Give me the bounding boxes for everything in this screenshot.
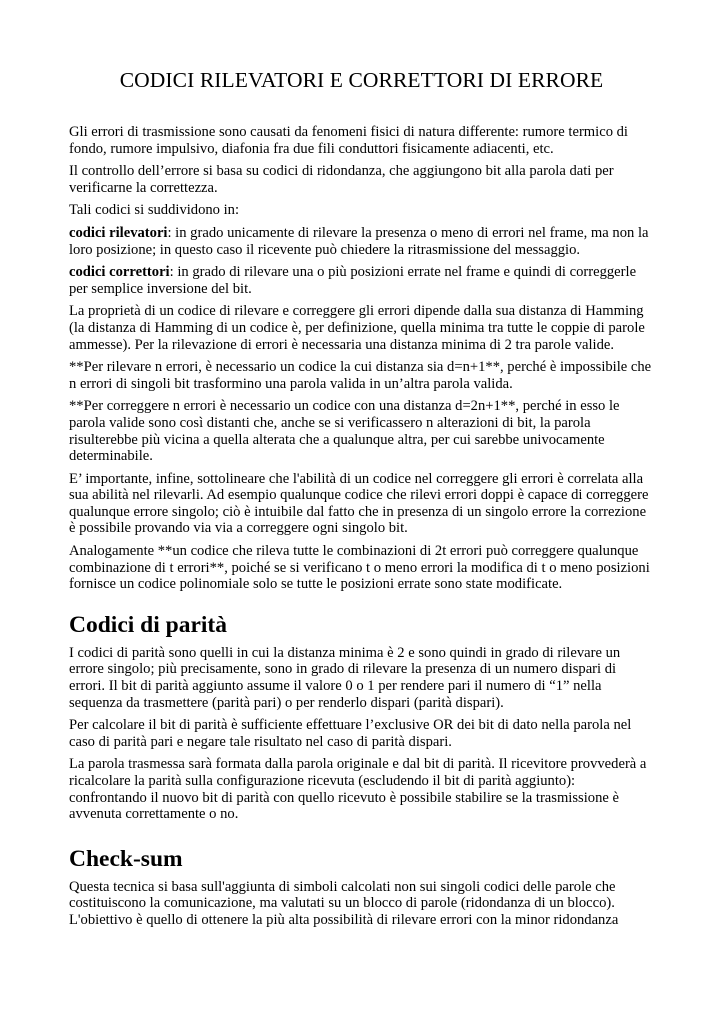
redundancy-paragraph: Il controllo dell’errore si basa su codici di ridondanza, che aggiungono bit alla parola dati per verificarne la correttezza. bbox=[69, 163, 614, 196]
subdivision-paragraph: Tali codici si suddividono in: bbox=[69, 202, 240, 219]
importance-paragraph: E’ importante, infine, sottolineare che l'abilità di un codice nel correggere gli errori è correlata alla sua abilità nel rilevarli. Ad esempio qualunque codice che rilevi errori doppi è capace di correggere qualunque errore singolo; ciò è intuibile dal fatto che in presenza di un singolo errore la correzione è possibile provando via via a correggere ogni singolo bit. bbox=[69, 470, 649, 537]
parity-paragraph-1: I codici di parità sono quelli in cui la distanza minima è 2 e sono quindi in grado di rilevare un errore singolo; più precisamente, sono in grado di rilevare la presenza di un numero dispari di errori. Il bit di parità aggiunto assume il valore 0 o 1 per rendere pari il numero di “1” nella sequenza da trasmettere (parità pari) o per renderlo dispari (parità dispari). bbox=[69, 644, 621, 711]
detecting-codes-paragraph bbox=[69, 225, 654, 258]
detecting-codes-label: codici rilevatori bbox=[69, 224, 168, 241]
detect-rule-paragraph: **Per rilevare n errori, è necessario un codice la cui distanza sia d=n+1**, perché è impossibile che n errori di singoli bit trasformino una parola valida in un’altra parola valida. bbox=[69, 359, 652, 392]
parity-paragraph-3: La parola trasmessa sarà formata dalla parola originale e dal bit di parità. Il ricevitore provvederà a ricalcolare la parità sulla configurazione ricevuta (escludendo il bit di parità aggiunto): confrontando il nuovo bit di parità con quello ricevuto è possibile stabilire se la trasmissione è avvenuta correttamente o no. bbox=[69, 756, 647, 823]
hamming-paragraph: La proprietà di un codice di rilevare e correggere gli errori dipende dalla sua distanza di Hamming (la distanza di Hamming di un codice è, per definizione, quella minima tra tutte le coppie di parole ammesse). Per la rilevazione di errori è necessaria una distanza minima di 2 tra parole valide. bbox=[69, 303, 645, 353]
correcting-codes-label: codici correttori bbox=[69, 264, 170, 281]
checksum-heading: Check-sum bbox=[69, 845, 183, 872]
analogously-paragraph: Analogamente **un codice che rileva tutte le combinazioni di 2t errori può correggere qualunque combinazione di t errori**, poiché se si verificano t o meno errori la modifica di t o meno posizioni fornisce un codice polinomiale solo se tutte le posizioni errate sono state modificate. bbox=[69, 543, 650, 593]
document-body bbox=[69, 124, 654, 935]
correct-rule-paragraph: **Per correggere n errori è necessario un codice con una distanza d=2n+1**, perché in esso le parola valide sono così distanti che, anche se si verificassero n alterazioni di bit, la parola risulterebbe più vicina a quella alterata che a qualunque altra, per cui sarebbe univocamente determinabile. bbox=[69, 398, 620, 465]
intro-paragraph: Gli errori di trasmissione sono causati da fenomeni fisici di natura differente: rumore termico di fondo, rumore impulsivo, diafonia fra due fili conduttori fisicamente adiacenti, etc. bbox=[69, 124, 628, 157]
checksum-paragraph: Questa tecnica si basa sull'aggiunta di simboli calcolati non sui singoli codici delle parole che costituiscono la comunicazione, ma valutati su un blocco di parole (ridondanza di un blocco). L'obiettivo è quello di ottenere la più alta possibilità di rilevare errori con la minor ridondanza bbox=[69, 878, 619, 928]
parity-paragraph-2: Per calcolare il bit di parità è sufficiente effettuare l’exclusive OR dei bit di dato nella parola nel caso di parità pari e negare tale risultato nel caso di parità dispari. bbox=[69, 717, 632, 750]
correcting-codes-text: : in grado di rilevare una o più posizioni errate nel frame e quindi di correggerle per semplice inversione del bit. bbox=[69, 264, 637, 297]
parity-heading: Codici di parità bbox=[69, 611, 227, 638]
correcting-codes-paragraph bbox=[69, 264, 654, 297]
document-title: CODICI RILEVATORI E CORRETTORI DI ERRORE bbox=[119, 68, 604, 92]
detecting-codes-text: : in grado unicamente di rilevare la presenza o meno di errori nel frame, ma non la loro posizione; in questo caso il ricevente può chiedere la ritrasmissione del messaggio. bbox=[69, 224, 649, 258]
